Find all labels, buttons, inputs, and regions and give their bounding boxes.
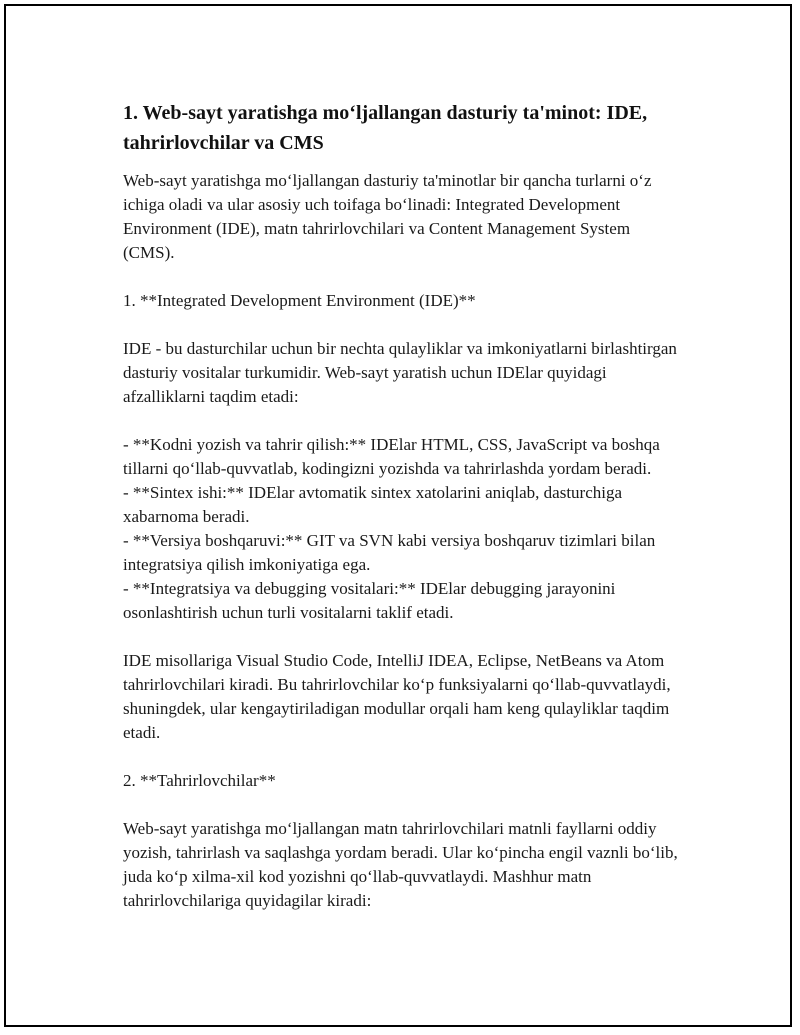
paragraph-spacer [123,313,683,337]
ide-feature-item: - **Versiya boshqaruvi:** GIT va SVN kabi versiya boshqaruv tizimlari bilan integratsiya qilish imkoniyatiga ega. [123,531,656,574]
intro-paragraph: Web-sayt yaratishga mo‘ljallangan dasturiy ta'minotlar bir qancha turlarni o‘z ichiga oladi va ular asosiy uch toifaga bo‘linadi: Integrated Development Environment (IDE), matn tahrirlovchilari va Content Management System (CMS). [123,171,652,262]
paragraph-spacer [123,265,683,289]
section-ide-heading: 1. **Integrated Development Environment (IDE)** [123,291,476,310]
paragraph-spacer [123,625,683,649]
paragraph-spacer [123,745,683,769]
ide-examples-paragraph: IDE misollariga Visual Studio Code, IntelliJ IDEA, Eclipse, NetBeans va Atom tahrirlovchilari kiradi. Bu tahrirlovchilar ko‘p funksiyalarni qo‘llab-quvvatlaydi, shuningdek, ular kengaytiriladigan modullar orqali ham keng qulayliklar taqdim etadi. [123,651,671,742]
section-editors-heading: 2. **Tahrirlovchilar** [123,771,276,790]
paragraph-spacer [123,409,683,433]
ide-feature-item: - **Kodni yozish va tahrir qilish:** IDElar HTML, CSS, JavaScript va boshqa tillarni qo‘llab-quvvatlab, kodingizni yozishda va tahrirlashda yordam beradi. [123,435,660,478]
ide-features-list [123,433,683,625]
editors-description-paragraph: Web-sayt yaratishga mo‘ljallangan matn tahrirlovchilari matnli fayllarni oddiy yozish, tahrirlash va saqlashga yordam beradi. Ular ko‘pincha engil vaznli bo‘lib, juda ko‘p xilma-xil kod yozishni qo‘llab-quvvatlaydi. Mashhur matn tahrirlovchilariga quyidagilar kiradi: [123,819,678,910]
document-content [123,98,683,913]
document-title: 1. Web-sayt yaratishga mo‘ljallangan dasturiy ta'minot: IDE, tahrirlovchilar va CMS [123,102,648,154]
ide-feature-item: - **Integratsiya va debugging vositalari:** IDElar debugging jarayonini osonlashtirish uchun turli vositalarni taklif etadi. [123,579,616,622]
document-page [4,4,792,1027]
paragraph-spacer [123,793,683,817]
ide-description-paragraph: IDE - bu dasturchilar uchun bir nechta qulayliklar va imkoniyatlarni birlashtirgan dasturiy vositalar turkumidir. Web-sayt yaratish uchun IDElar quyidagi afzalliklarni taqdim etadi: [123,339,677,406]
ide-feature-item: - **Sintex ishi:** IDElar avtomatik sintex xatolarini aniqlab, dasturchiga xabarnoma beradi. [123,483,623,526]
